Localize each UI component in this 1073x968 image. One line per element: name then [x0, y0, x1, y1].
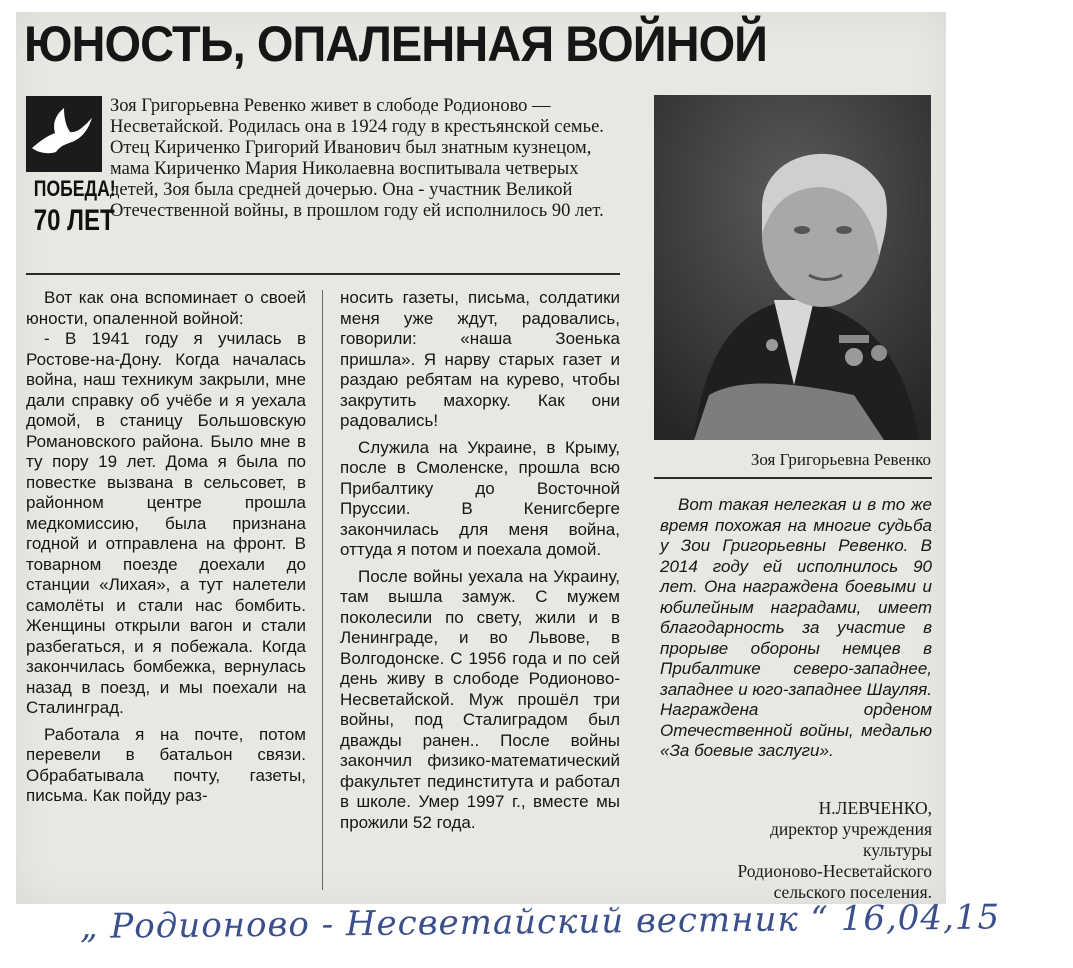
lead-divider — [26, 273, 620, 275]
handwritten-source-note: „ Родионово - Несветайский вестник “ 16,04,15 — [79, 897, 1001, 947]
paragraph: - В 1941 году я училась в Ростове-на-Дону. Когда началась война, наш техникум закрыли, мне дали справку об учёбе и я уехала домой, в станицу Большовскую Романовского района. Было мне в ту пору 19 лет. Дома я была по повестке вызвана в сельсовет, в районном центре прошла медкомиссию, была признана годной и отправлена на фронт. В товарном поезде доехали до станции «Лихая», а тут налетели самолёты и стали нас бомбить. Женщины открыли вагон и стали разбегаться, и я побежала. Когда закончилась бомбежка, вернулась назад в поезд, и мы поехали на Сталинград. — [26, 329, 306, 717]
paragraph: Вот как она вспоминает о своей юности, опаленной войной: — [26, 288, 306, 328]
author-title-line: Родионово-Несветайского — [737, 861, 932, 881]
article-lead: Зоя Григорьевна Ревенко живет в слободе Родионово — Несветайской. Родилась она в 1924 году в крестьянской семье. Отец Кириченко Григорий Иванович был знатным кузнецом, мама Кириченко Мария Николаевна воспитывала четверых детей, Зоя была средней дочерью. Она - участник Великой Отечественной войны, в прошлом году ей исполнилось 90 лет. — [110, 96, 604, 221]
victory-70-logo — [26, 96, 116, 246]
portrait-photo — [654, 95, 931, 440]
caption-divider — [654, 477, 932, 479]
dove-icon — [26, 96, 102, 172]
paragraph: После войны уехала на Украину, там вышла замуж. С мужем поколесили по свету, жили и в Ленинграде, и во Львове, в Волгодонске. С 1956 года и по сей день живу в слободе Родионово-Несветайской. Муж прошёл три войны, под Сталиградом был дважды ранен.. После войны закончил физико-математический факультет пединститута и работал в школе. Умер 1997 г., вместе мы прожили 52 года. — [340, 566, 620, 832]
paragraph: Работала я на почте, потом перевели в батальон связи. Обрабатывала почту, газеты, письма. Как пойду раз- — [26, 724, 306, 805]
awards-paragraph: Вот такая нелегкая и в то же время похожая на многие судьба у Зои Григорьевны Ревенко. В 2014 году ей исполнилось 90 лет. Она награждена боевыми и юбилейным наградами, имеет благодарность за участие в прорыве обороны немцев в Прибалтике северо-западнее, западнее и юго-западнее Шауляя. Награждена орденом Отечественной войны, медалью «За боевые заслуги». — [660, 495, 932, 760]
author-title-line: сельского поселения. — [773, 882, 932, 902]
article-column-2 — [340, 288, 620, 833]
author-title-line: культуры — [863, 840, 932, 860]
logo-text-70-years: 70 ЛЕТ — [33, 204, 115, 237]
photo-caption: Зоя Григорьевна Ревенко — [750, 450, 931, 469]
paragraph: Служила на Украине, в Крыму, после в Смоленске, прошла всю Прибалтику до Восточной Пруссии. В Кенигсберге закончилась для меня война, оттуда я потом и поехала домой. — [340, 437, 620, 559]
column-divider — [322, 290, 323, 890]
logo-text-victory: ПОБЕДА! — [33, 176, 116, 201]
author-title-line: директор учреждения — [770, 819, 932, 839]
portrait-image — [654, 95, 931, 440]
article-headline: ЮНОСТЬ, ОПАЛЕННАЯ ВОЙНОЙ — [24, 16, 768, 72]
author-signature-block — [640, 798, 932, 903]
author-name: Н.ЛЕВЧЕНКО, — [818, 798, 932, 818]
paragraph: носить газеты, письма, солдатики меня уже ждут, радовались, говорили: «наша Зоенька пришла». Я нарву старых газет и раздаю ребятам на курево, чтобы закрутить махорку. Как они радовались! — [340, 288, 620, 430]
article-column-1 — [26, 288, 306, 807]
